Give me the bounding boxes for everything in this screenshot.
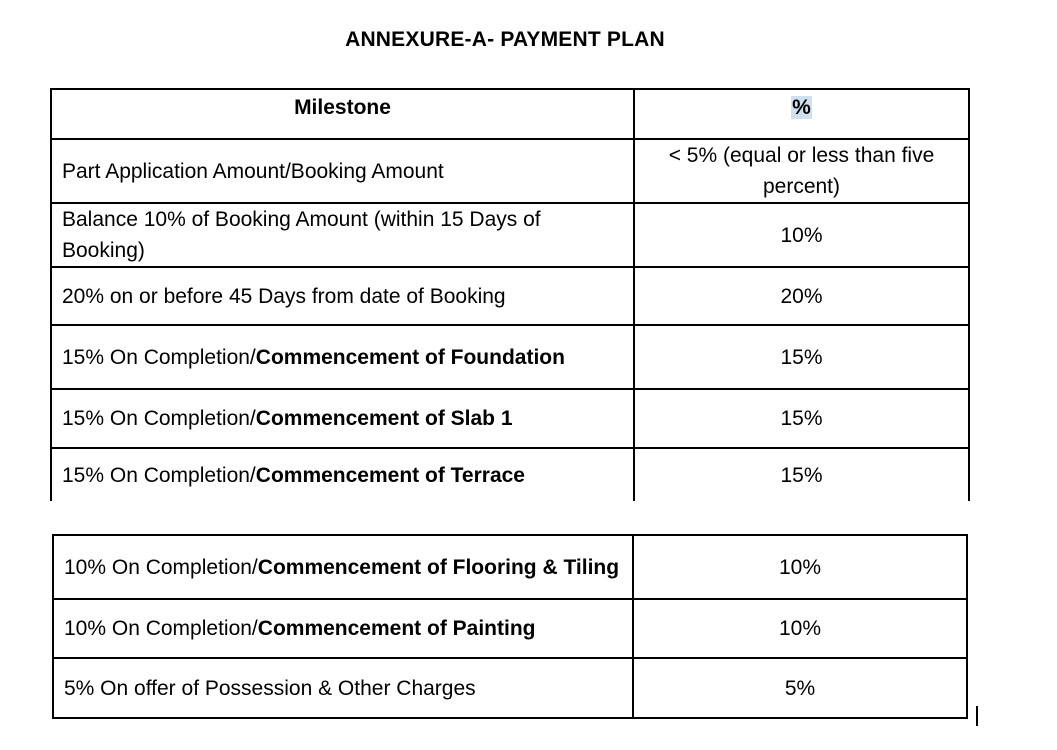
- table-row: [51, 267, 969, 325]
- milestone-text: 15% On Completion/: [62, 345, 256, 369]
- percent-cell: 5%: [633, 658, 967, 718]
- milestone-text: 15% On Completion/: [62, 463, 256, 487]
- percent-cell: 15%: [634, 325, 969, 389]
- page-title: ANNEXURE-A- PAYMENT PLAN: [345, 28, 665, 51]
- milestone-bold-text: Commencement of Slab 1: [255, 407, 513, 430]
- table-row: [51, 325, 969, 389]
- milestone-text: 10% On Completion/: [64, 555, 258, 579]
- milestone-text: 20% on or before 45 Days from date of Booking: [62, 284, 506, 308]
- milestone-text: 5% On offer of Possession & Other Charges: [64, 676, 476, 700]
- percent-cell: 10%: [633, 535, 967, 599]
- milestone-cell: [51, 448, 634, 501]
- payment-plan-table-part-2: [52, 534, 968, 719]
- milestone-text: Balance 10% of Booking Amount (within 15 Days of Booking): [62, 208, 541, 262]
- milestone-bold-text: Commencement of Foundation: [255, 345, 565, 369]
- text-cursor: [976, 706, 978, 726]
- milestone-cell: [53, 535, 633, 599]
- percent-cell: 15%: [634, 448, 969, 501]
- percent-cell: < 5% (equal or less than five percent): [634, 139, 969, 203]
- milestone-text: 10% On Completion/: [64, 617, 258, 640]
- table-row: [53, 535, 967, 599]
- table-header-row: [51, 89, 969, 139]
- table-row: [53, 599, 967, 658]
- milestone-bold-text: Commencement of Terrace: [255, 463, 525, 487]
- percent-cell: 10%: [634, 203, 969, 267]
- table-row: [51, 389, 969, 448]
- table-row: [51, 139, 969, 203]
- header-milestone: Milestone: [51, 89, 634, 139]
- milestone-cell: [51, 139, 634, 203]
- milestone-cell: [53, 658, 633, 718]
- milestone-bold-text: Commencement of Flooring & Tiling: [257, 555, 620, 579]
- percent-cell: 20%: [634, 267, 969, 325]
- header-percent-highlight: %: [792, 96, 811, 119]
- milestone-cell: [53, 599, 633, 658]
- payment-plan-table-part-1: [50, 88, 970, 501]
- header-percent: [634, 89, 969, 139]
- milestone-text: 15% On Completion/: [62, 407, 256, 430]
- milestone-cell: [51, 267, 634, 325]
- milestone-bold-text: Commencement of Painting: [257, 617, 536, 640]
- table-row: [51, 448, 969, 501]
- percent-cell: 10%: [633, 599, 967, 658]
- milestone-text: Part Application Amount/Booking Amount: [62, 159, 444, 183]
- milestone-cell: [51, 325, 634, 389]
- table-row: [53, 658, 967, 718]
- percent-cell: 15%: [634, 389, 969, 448]
- milestone-cell: [51, 389, 634, 448]
- milestone-cell: [51, 203, 634, 267]
- table-row: [51, 203, 969, 267]
